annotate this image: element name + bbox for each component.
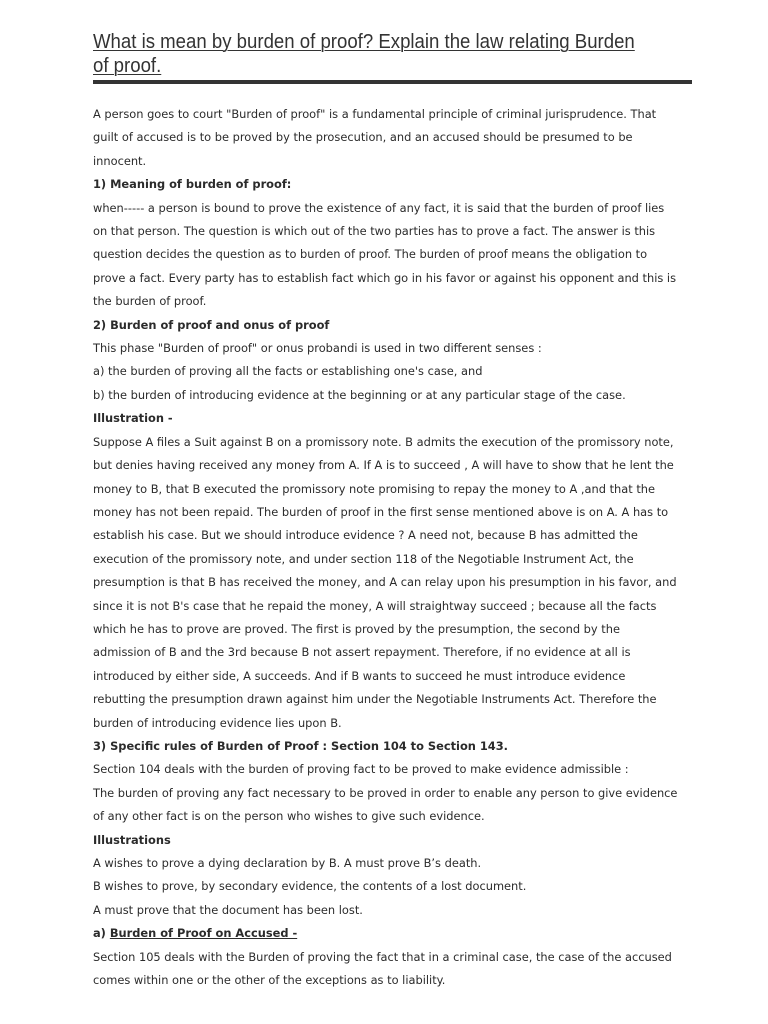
body-line: of any other fact is on the person who wishes to give such evidence.	[93, 809, 485, 824]
section-heading-3: 3) Specific rules of Burden of Proof : Section 104 to Section 143.	[93, 738, 508, 753]
body-line: the burden of proof.	[93, 294, 207, 309]
section-heading-1: 1) Meaning of burden of proof:	[93, 177, 292, 192]
subheading-a-title: Burden of Proof on Accused -	[109, 926, 298, 941]
title-divider	[93, 80, 692, 84]
subheading-a	[93, 922, 695, 945]
body-line: a) the burden of proving all the facts or establishing one's case, and	[93, 364, 483, 379]
section-heading-2: 2) Burden of proof and onus of proof	[93, 317, 330, 332]
body-line: presumption is that B has received the money, and A can relay upon his presumption in his favor, and	[93, 575, 677, 590]
body-line: This phase "Burden of proof" or onus probandi is used in two different senses :	[93, 341, 542, 356]
subheading-a-prefix: a)	[93, 926, 110, 941]
body-line: money has not been repaid. The burden of proof in the first sense mentioned above is on A. A has to	[93, 504, 669, 519]
body-line: innocent.	[93, 153, 147, 168]
body-line: b) the burden of introducing evidence at the beginning or at any particular stage of the case.	[93, 387, 626, 402]
page-title: What is mean by burden of proof? Explain the law relating Burden of proof.	[93, 31, 635, 77]
body-line: A wishes to prove a dying declaration by B. A must prove B’s death.	[93, 856, 482, 870]
body-line: but denies having received any money from A. If A is to succeed , A will have to show that he lent the	[93, 458, 674, 473]
body-line: execution of the promissory note, and under section 118 of the Negotiable Instrument Act, the	[93, 551, 634, 566]
body-line: admission of B and the 3rd because B not assert repayment. Therefore, if no evidence at all is	[93, 645, 631, 660]
body-line: when----- a person is bound to prove the existence of any fact, it is said that the burden of proof lies	[93, 200, 665, 215]
body-line: guilt of accused is to be proved by the prosecution, and an accused should be presumed to be	[93, 130, 633, 145]
body-line: Section 104 deals with the burden of proving fact to be proved to make evidence admissible :	[93, 762, 629, 777]
body-line: Suppose A files a Suit against B on a promissory note. B admits the execution of the promissory note,	[93, 434, 674, 449]
body-line: prove a fact. Every party has to establish fact which go in his favor or against his opponent and this is	[93, 270, 677, 285]
body-line: introduced by either side, A succeeds. And if B wants to succeed he must introduce evidence	[93, 668, 626, 683]
illustration-heading: Illustration -	[93, 411, 173, 426]
body-line: burden of introducing evidence lies upon B.	[93, 715, 342, 730]
body-line: Section 105 deals with the Burden of proving the fact that in a criminal case, the case of the accused	[93, 949, 672, 964]
body-line: on that person. The question is which out of the two parties has to prove a fact. The answer is this	[93, 224, 656, 239]
body-line: B wishes to prove, by secondary evidence, the contents of a lost document.	[93, 879, 527, 894]
body-line: since it is not B's case that he repaid the money, A will straightway succeed ; because all the facts	[93, 598, 657, 613]
body-line: question decides the question as to burden of proof. The burden of proof means the obligation to	[93, 247, 648, 262]
body-line: A person goes to court "Burden of proof" is a fundamental principle of criminal jurisprudence. That	[93, 107, 657, 121]
body-line: A must prove that the document has been lost.	[93, 902, 363, 917]
body-line: which he has to prove are proved. The first is proved by the presumption, the second by the	[93, 621, 620, 636]
body-line: money to B, that B executed the promissory note promising to repay the money to A ,and that the	[93, 481, 656, 496]
body-line: comes within one or the other of the exceptions as to liability.	[93, 973, 446, 988]
document-body	[93, 103, 695, 992]
body-line: rebutting the presumption drawn against him under the Negotiable Instruments Act. Therefore the	[93, 692, 657, 707]
body-line: The burden of proving any fact necessary to be proved in order to enable any person to give evidence	[93, 785, 678, 800]
body-line: establish his case. But we should introduce evidence ? A need not, because B has admitted the	[93, 528, 638, 543]
illustrations-heading: Illustrations	[93, 832, 171, 847]
